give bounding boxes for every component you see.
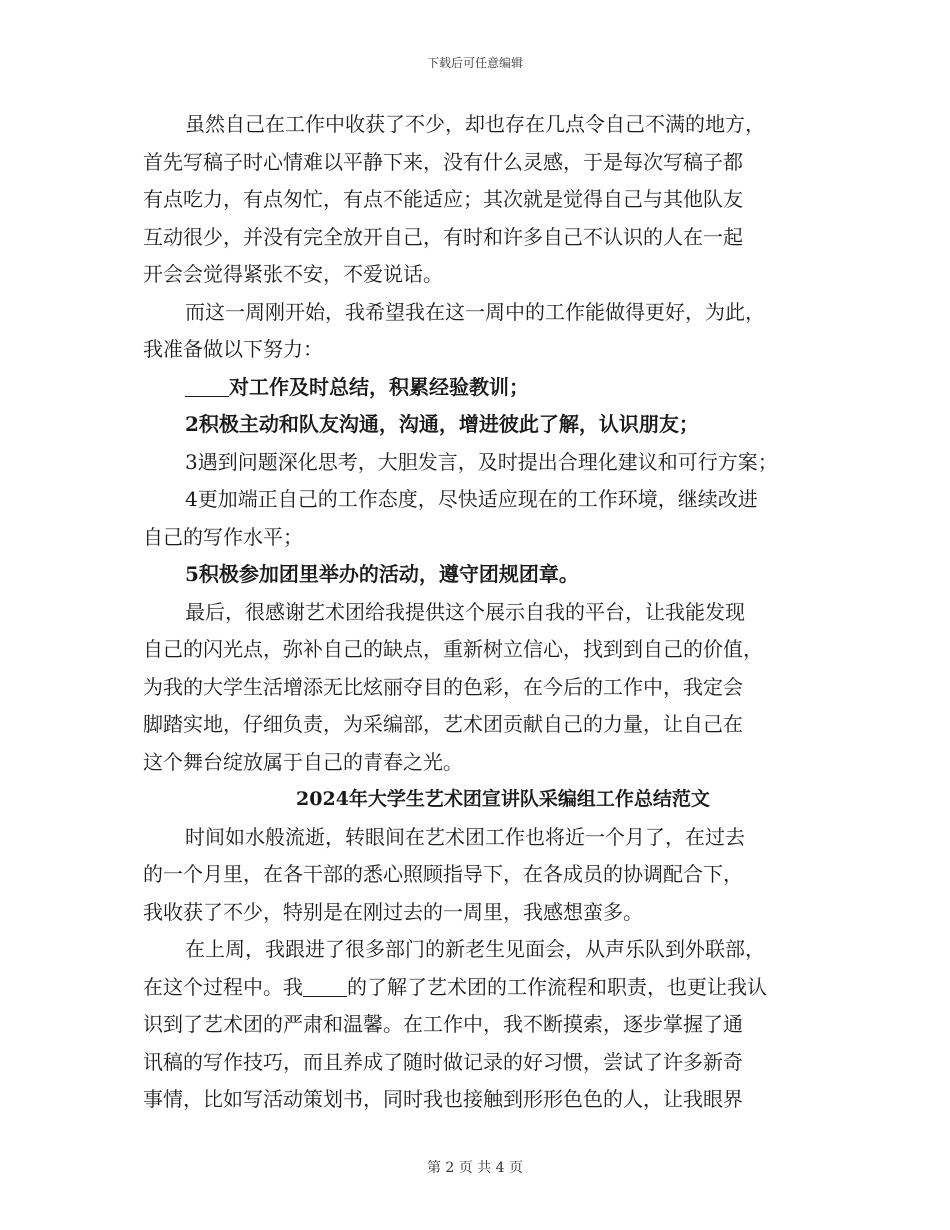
document-body xyxy=(143,106,823,1119)
list-item-5: 5积极参加团里举办的活动，遵守团规团章。 xyxy=(185,562,579,586)
paragraph-line: 首先写稿子时心情难以平静下来，没有什么灵感，于是每次写稿子都 xyxy=(143,149,743,174)
paragraph-line: 讯稿的写作技巧，而且养成了随时做记录的好习惯，尝试了许多新奇 xyxy=(143,1049,743,1074)
paragraph-line: 事情，比如写活动策划书，同时我也接触到形形色色的人，让我眼界 xyxy=(143,1087,743,1111)
paragraph-line: 开会会觉得紧张不安，不爱说话。 xyxy=(143,262,443,286)
paragraph-line: 时间如水般流逝，转眼间在艺术团工作也将近一个月了，在过去 xyxy=(185,824,745,849)
paragraph-line: 的一个月里，在各干部的悉心照顾指导下，在各成员的协调配合下， xyxy=(143,862,743,886)
list-item-3: 3遇到问题深化思考，大胆发言，及时提出合理化建议和可行方案； xyxy=(185,449,778,474)
paragraph-line: 自己的闪光点，弥补自己的缺点，重新树立信心，找到到自己的价值， xyxy=(143,637,763,661)
paragraph-line: 识到了艺术团的严肃和温馨。在工作中，我不断摸索，逐步掌握了通 xyxy=(143,1012,743,1036)
paragraph-line: 自己的写作水平； xyxy=(143,524,303,549)
paragraph-line: 虽然自己在工作中收获了不少，却也存在几点令自己不满的地方， xyxy=(185,112,765,136)
line-text: 在这个过程中。我 xyxy=(143,974,303,999)
list-item-1 xyxy=(143,369,823,407)
fill-blank xyxy=(303,976,347,997)
page-header: 下载后可任意编辑 xyxy=(426,56,523,70)
paragraph-line: 互动很少，并没有完全放开自己，有时和许多自己不认识的人在一起 xyxy=(143,224,743,249)
paragraph-line: 最后，很感谢艺术团给我提供这个展示自我的平台，让我能发现 xyxy=(185,599,745,624)
paragraph-line: 有点吃力，有点匆忙，有点不能适应；其次就是觉得自己与其他队友 xyxy=(143,187,743,211)
page-footer: 第 2 页 共 4 页 xyxy=(426,1160,524,1176)
paragraph-line: 我收获了不少，特别是在刚过去的一周里，我感想蛮多。 xyxy=(143,899,643,924)
paragraph-line: 为我的大学生活增添无比炫丽夺目的色彩，在今后的工作中，我定会 xyxy=(143,674,743,699)
list-item-4: 4更加端正自己的工作态度，尽快适应现在的工作环境，继续改进 xyxy=(185,487,758,511)
list-item-2: 2积极主动和队友沟通，沟通，增进彼此了解，认识朋友； xyxy=(185,412,699,436)
paragraph-line: 而这一周刚开始，我希望我在这一周中的工作能做得更好，为此， xyxy=(185,299,765,324)
paragraph-line xyxy=(143,969,823,1007)
section-title: 2024年大学生艺术团宣讲队采编组工作总结范文 xyxy=(296,788,710,810)
paragraph-line: 这个舞台绽放属于自己的青春之光。 xyxy=(143,749,463,774)
paragraph-line: 脚踏实地，仔细负责，为采编部，艺术团贡献自己的力量，让自己在 xyxy=(143,712,743,736)
paragraph-line: 在上周，我跟进了很多部门的新老生见面会，从声乐队到外联部， xyxy=(185,937,765,961)
line-text: 的了解了艺术团的工作流程和职责，也更让我认 xyxy=(347,974,767,999)
paragraph-line: 我准备做以下努力： xyxy=(143,337,323,361)
fill-blank xyxy=(185,376,229,397)
list-item-text: 对工作及时总结，积累经验教训； xyxy=(229,374,529,399)
